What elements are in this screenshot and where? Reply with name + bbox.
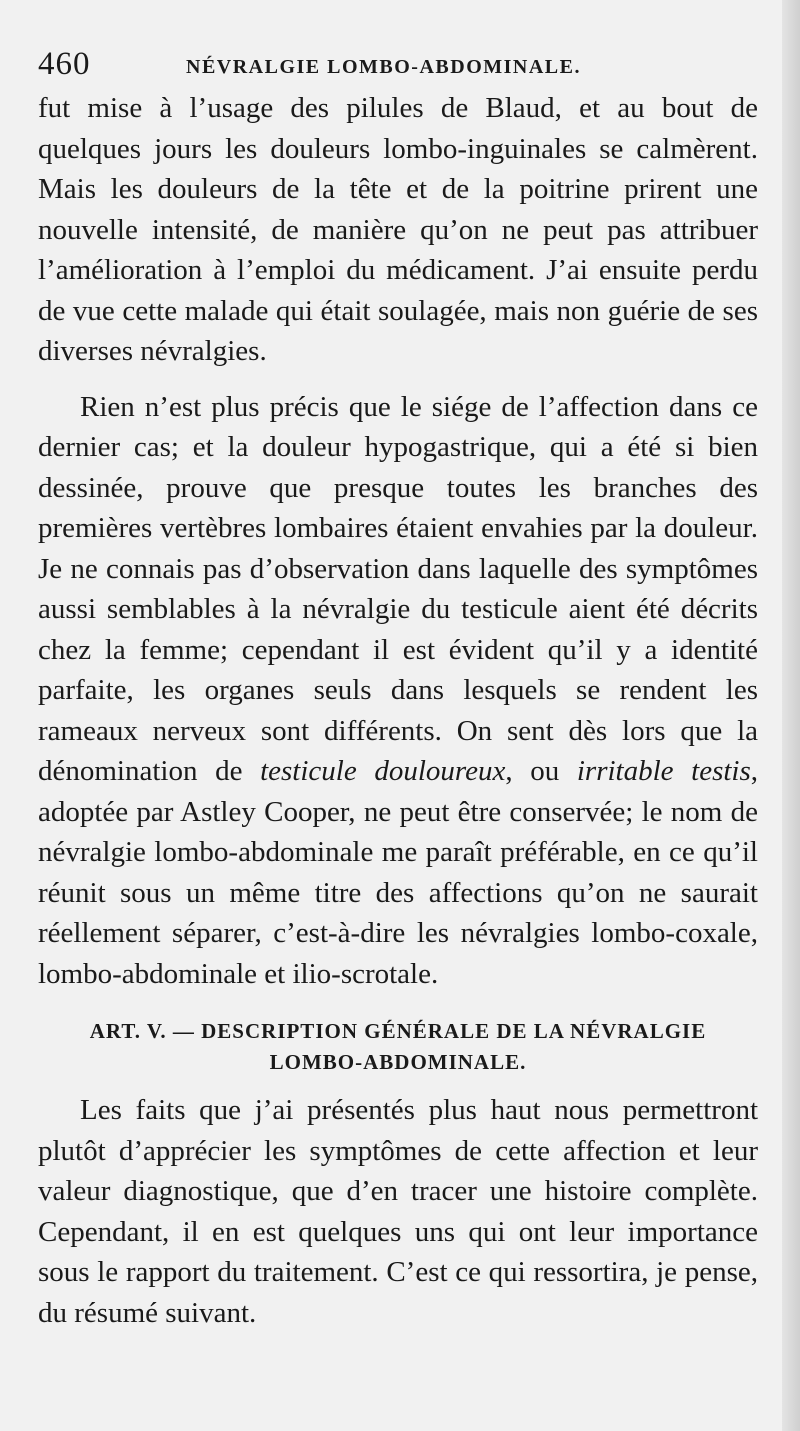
section-title-line-1: DESCRIPTION GÉNÉRALE DE LA NÉVRALGIE: [201, 1019, 707, 1043]
body-text: [38, 88, 758, 1333]
section-title-line-2: LOMBO-ABDOMINALE.: [269, 1050, 527, 1074]
running-title: NÉVRALGIE LOMBO-ABDOMINALE.: [186, 56, 581, 78]
section-heading-line-1: [38, 1016, 758, 1047]
section-heading: [38, 1016, 758, 1078]
discussion-text-3: , adoptée par Astley Cooper, ne peut être conservée; le nom de névralgie lombo-abdominale me paraît préférable, en ce qu’il réunit sous un même titre des affections qu’on ne saurait réellement séparer, c’est-à-dire les névralgies lombo-coxale, lombo-abdominale et ilio-scrotale.: [38, 755, 759, 990]
heading-dash: —: [172, 1019, 195, 1043]
page-number: 460: [38, 46, 91, 82]
page-edge-shadow: [782, 0, 800, 1431]
discussion-italic-term-2: irritable testis: [576, 755, 751, 787]
discussion-text-2: , ou: [505, 755, 577, 787]
discussion-italic-term-1: testicule douloureux: [260, 755, 506, 787]
paragraph-continued: fut mise à l’usage des pilules de Blaud, et au bout de quelques jours les douleurs lombo-inguinales se calmèrent. Mais les douleurs de la tête et de la poitrine prirent une nouvelle intensité, de manière qu’on ne peut pas attribuer l’amélioration à l’emploi du médicament. J’ai ensuite perdu de vue cette malade qui était soulagée, mais non guérie de ses diverses névralgies.: [38, 92, 758, 367]
discussion-text-1: Rien n’est plus précis que le siége de l’affection dans ce dernier cas; et la douleur hypogastrique, qui a été si bien dessinée, prouve que presque toutes les branches des premières vertèbres lombaires étaient envahies par la douleur. Je ne connais pas d’observation dans laquelle des symptômes aussi semblables à la névralgie du testicule aient été décrits chez la femme; cependant il est évident qu’il y a identité parfaite, les organes seuls dans lesquels se rendent les rameaux nerveux sont différents. On sent dès lors que la dénomination de: [38, 390, 758, 787]
paragraph-discussion: [38, 387, 758, 995]
page-header: [38, 46, 768, 86]
paragraph-closing: Les faits que j’ai présentés plus haut nous permettront plutôt d’apprécier les symptômes de cette affection et leur valeur diagnostique, que d’en tracer une histoire complète. Cependant, il en est quelques uns qui ont leur importance sous le rapport du traitement. C’est ce qui ressortira, je pense, du résumé suivant.: [38, 1094, 758, 1329]
article-number: ART. V.: [89, 1019, 167, 1043]
